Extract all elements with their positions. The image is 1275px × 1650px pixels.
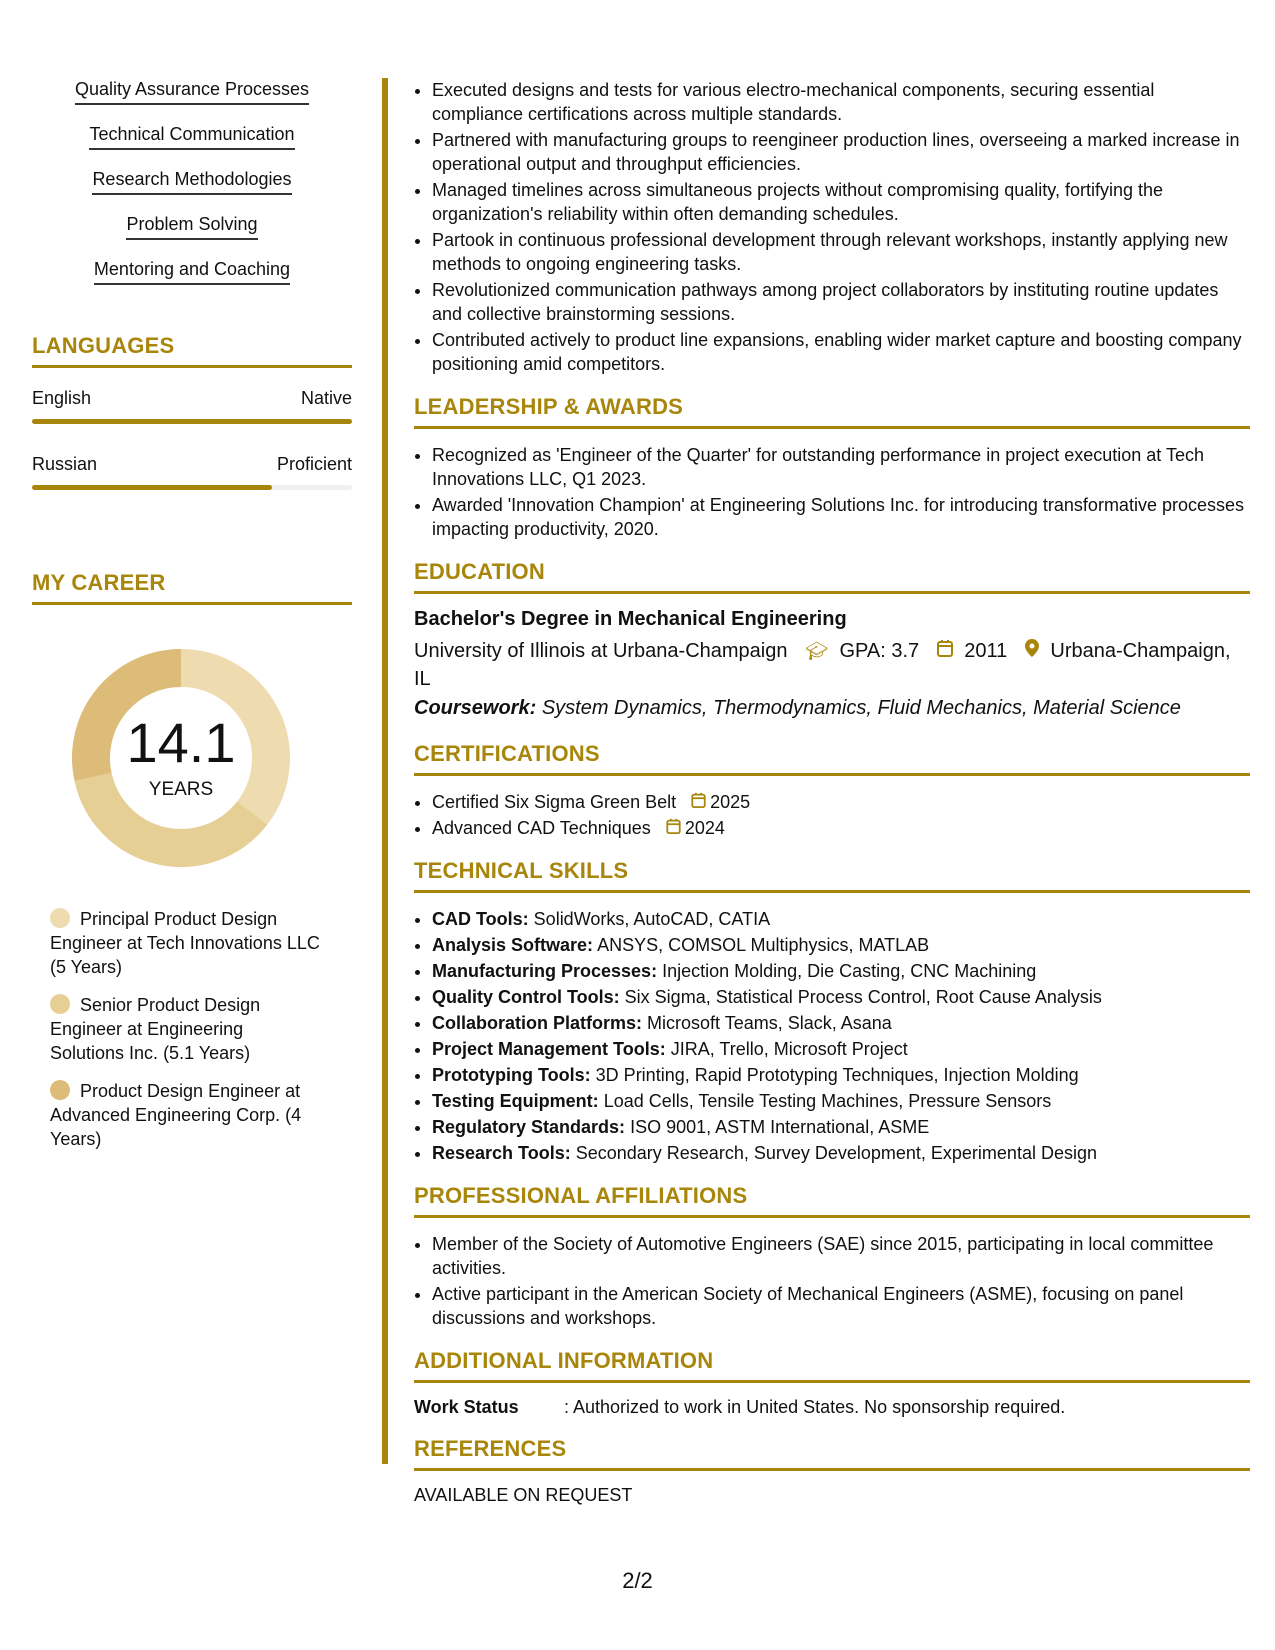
languages-heading: LANGUAGES (32, 333, 352, 368)
list-item: • Partook in continuous professional development through relevant workshops, instantly applying new methods to ongoing engineering tasks. (432, 228, 1250, 276)
list-item: • Revolutionized communication pathways among project collaborators by instituting routine updates and collective brainstorming sessions. (432, 278, 1250, 326)
list-item: • Testing Equipment: Load Cells, Tensile Testing Machines, Pressure Sensors (432, 1089, 1250, 1113)
school-name: University of Illinois at Urbana-Champaign (414, 640, 788, 662)
section-heading: PROFESSIONAL AFFILIATIONS (414, 1183, 1250, 1218)
skill-item: Quality Assurance Processes (32, 78, 352, 105)
list-item: • Analysis Software: ANSYS, COMSOL Multiphysics, MATLAB (432, 933, 1250, 957)
experience-bullets (414, 78, 1250, 376)
list-item: • Member of the Society of Automotive Engineers (SAE) since 2015, participating in local committee activities. (432, 1232, 1250, 1280)
language-level: Native (300, 388, 352, 408)
career-legend-item: Principal Product Design Engineer at Tech Innovations LLC (5 Years) (50, 909, 320, 977)
skill-item: Problem Solving (32, 213, 352, 240)
list-item: • Collaboration Platforms: Microsoft Teams, Slack, Asana (432, 1011, 1250, 1035)
school-location: Urbana-Champaign, IL (414, 640, 1231, 690)
list-item: • Quality Control Tools: Six Sigma, Statistical Process Control, Root Cause Analysis (432, 985, 1250, 1009)
language-name: Russian (32, 454, 98, 474)
legend-dot (50, 908, 70, 928)
graduation-cap-icon: 🎓︎ (805, 641, 828, 661)
degree-title: Bachelor's Degree in Mechanical Engineering (414, 608, 847, 630)
list-item: • Active participant in the American Society of Mechanical Engineers (ASME), focusing on panel discussions and workshops. (432, 1282, 1250, 1330)
language-name: English (32, 388, 92, 408)
list-item: • Managed timelines across simultaneous projects without compromising quality, fortifying the organization's reliability within often demanding schedules. (432, 178, 1250, 226)
list-item: • Partnered with manufacturing groups to reengineer production lines, overseeing a marked increase in operational output and throughput efficiencies. (432, 128, 1250, 176)
legend-dot (50, 994, 70, 1014)
career-legend-item: Product Design Engineer at Advanced Engineering Corp. (4 Years) (50, 1081, 302, 1149)
certifications-list (414, 790, 1250, 840)
certification-item: • Advanced CAD Techniques 2024 (432, 816, 1250, 840)
list-item: • Project Management Tools: JIRA, Trello, Microsoft Project (432, 1037, 1250, 1061)
leadership-list (414, 443, 1250, 541)
career-legend-item: Senior Product Design Engineer at Engineering Solutions Inc. (5.1 Years) (50, 995, 261, 1063)
technical-skills-list (414, 907, 1250, 1165)
section-heading: CERTIFICATIONS (414, 741, 1250, 776)
section-heading: ADDITIONAL INFORMATION (414, 1348, 1250, 1383)
skill-item: Mentoring and Coaching (32, 258, 352, 285)
coursework: Coursework: System Dynamics, Thermodynamics, Fluid Mechanics, Material Science (414, 697, 1181, 719)
section-heading: LEADERSHIP & AWARDS (414, 394, 1250, 429)
career-donut (66, 643, 296, 873)
education-details (414, 637, 1250, 693)
career-total: 14.1 (126, 711, 236, 774)
calendar-icon (691, 790, 706, 814)
legend-dot (50, 1080, 70, 1100)
references-text: AVAILABLE ON REQUEST (414, 1485, 633, 1505)
list-item: • Manufacturing Processes: Injection Molding, Die Casting, CNC Machining (432, 959, 1250, 983)
work-status-row (414, 1397, 1250, 1418)
certification-item: • Certified Six Sigma Green Belt 2025 (432, 790, 1250, 814)
list-item: • Prototyping Tools: 3D Printing, Rapid Prototyping Techniques, Injection Molding (432, 1063, 1250, 1087)
language-level-bar (32, 485, 352, 490)
section-heading: TECHNICAL SKILLS (414, 858, 1250, 893)
main-content (414, 78, 1250, 1506)
gpa: GPA: 3.7 (839, 640, 920, 662)
career-heading: MY CAREER (32, 570, 352, 605)
graduation-year: 2011 (964, 640, 1008, 662)
language-item (32, 454, 352, 490)
list-item: • Executed designs and tests for various electro-mechanical components, securing essential compliance certifications across multiple standards. (432, 78, 1250, 126)
work-status-value: : Authorized to work in United States. No sponsorship required. (564, 1397, 1066, 1417)
list-item: • Awarded 'Innovation Champion' at Engineering Solutions Inc. for introducing transformative processes impacting productivity, 2020. (432, 493, 1250, 541)
list-item: • Research Tools: Secondary Research, Survey Development, Experimental Design (432, 1141, 1250, 1165)
affiliations-list (414, 1232, 1250, 1330)
list-item: • Regulatory Standards: ISO 9001, ASTM International, ASME (432, 1115, 1250, 1139)
sidebar (32, 78, 352, 1165)
section-heading: EDUCATION (414, 559, 1250, 594)
skill-item: Research Methodologies (32, 168, 352, 195)
list-item: • Contributed actively to product line expansions, enabling wider market capture and boosting company positioning amid competitors. (432, 328, 1250, 376)
column-divider (382, 78, 388, 1464)
language-item (32, 388, 352, 424)
location-pin-icon (1025, 637, 1039, 665)
language-level-bar (32, 419, 352, 424)
work-status-label: Work Status (414, 1397, 519, 1417)
list-item: • Recognized as 'Engineer of the Quarter' for outstanding performance in project execution at Tech Innovations LLC, Q1 2023. (432, 443, 1250, 491)
career-unit: YEARS (148, 779, 214, 800)
skills-list (32, 78, 352, 303)
skill-item: Technical Communication (32, 123, 352, 150)
calendar-icon (937, 637, 953, 665)
language-level: Proficient (276, 454, 352, 474)
language-level-fill (32, 485, 272, 490)
career-legend (32, 907, 352, 1151)
calendar-icon (666, 816, 681, 840)
list-item: • CAD Tools: SolidWorks, AutoCAD, CATIA (432, 907, 1250, 931)
page-number: 2/2 (622, 1568, 653, 1593)
language-level-fill (32, 419, 352, 424)
section-heading: REFERENCES (414, 1436, 1250, 1471)
